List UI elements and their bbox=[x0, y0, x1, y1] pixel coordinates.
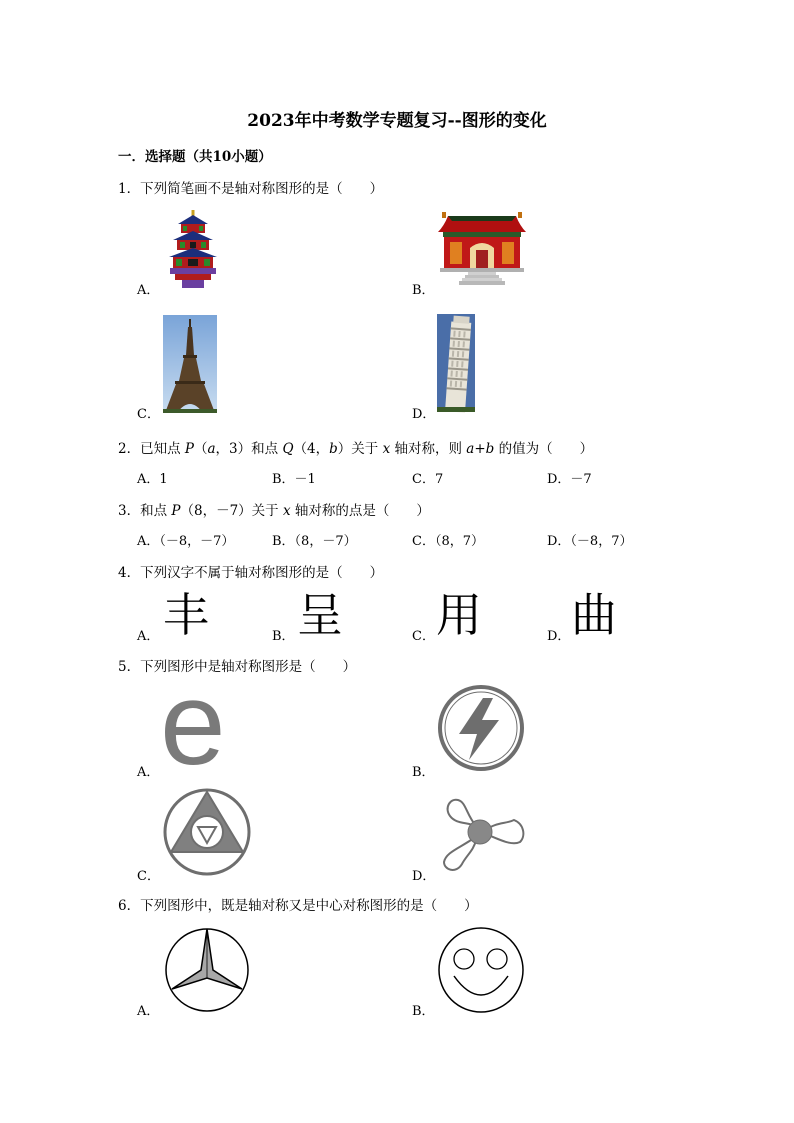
chinese-gate-image bbox=[438, 212, 526, 286]
leaning-tower-image bbox=[437, 314, 475, 412]
q5-option-b-label: B． bbox=[412, 765, 435, 780]
smiley-face-image bbox=[436, 926, 526, 1014]
q5-option-d-label: D． bbox=[412, 869, 436, 884]
q1-option-b-label: B． bbox=[412, 283, 435, 298]
q2-option-a: A．1 bbox=[137, 472, 168, 487]
question-5-stem: 5．下列图形中是轴对称图形是（ ） bbox=[118, 659, 357, 675]
fan-blades-image bbox=[436, 794, 526, 876]
q1-option-a-label: A． bbox=[137, 283, 160, 298]
q5-option-a-label: A． bbox=[137, 765, 160, 780]
eiffel-tower-image bbox=[163, 315, 217, 413]
q4-option-d-label: D． bbox=[547, 629, 571, 644]
q1-option-d-label: D． bbox=[412, 407, 436, 422]
q5-option-c-label: C． bbox=[137, 869, 160, 884]
q3-option-b: B．（8，－7） bbox=[272, 534, 357, 549]
section-heading: 一．选择题（共10小题） bbox=[118, 149, 272, 165]
question-4-stem: 4．下列汉字不属于轴对称图形的是（ ） bbox=[118, 565, 384, 581]
q4-character-yong: 用 bbox=[436, 588, 482, 642]
q4-character-cheng: 呈 bbox=[297, 588, 343, 642]
q2-option-d: D．－7 bbox=[547, 472, 592, 487]
q1-option-c-label: C． bbox=[137, 407, 160, 422]
q2-option-c: C．7 bbox=[412, 472, 444, 487]
q4-character-feng: 丰 bbox=[163, 588, 209, 642]
q3-option-c: C．（8，7） bbox=[412, 534, 484, 549]
q4-option-b-label: B． bbox=[272, 629, 295, 644]
question-3-stem: 3．和点 P（8，－7）关于 x 轴对称的点是（ ） bbox=[118, 503, 430, 519]
lightning-circle-image bbox=[437, 684, 525, 772]
q3-option-a: A．（－8，－7） bbox=[137, 534, 235, 549]
three-point-star-image bbox=[162, 926, 252, 1014]
q3-option-d: D．（－8，7） bbox=[547, 534, 633, 549]
triangle-in-circle-image bbox=[163, 788, 251, 876]
question-2-stem: 2．已知点 P（a，3）和点 Q（4，b）关于 x 轴对称，则 a+b 的值为（ ） bbox=[118, 441, 594, 457]
q4-option-c-label: C． bbox=[412, 629, 435, 644]
letter-e-logo: e bbox=[160, 658, 226, 790]
question-6-stem: 6．下列图形中，既是轴对称又是中心对称图形的是（ ） bbox=[118, 898, 478, 914]
page-title: 2023年中考数学专题复习--图形的变化 bbox=[247, 111, 547, 131]
q2-option-b: B．－1 bbox=[272, 472, 316, 487]
q6-option-a-label: A． bbox=[137, 1004, 160, 1019]
question-1-stem: 1．下列简笔画不是轴对称图形的是（ ） bbox=[118, 181, 384, 197]
q4-option-a-label: A． bbox=[137, 629, 160, 644]
temple-of-heaven-image bbox=[168, 210, 218, 288]
q6-option-b-label: B． bbox=[412, 1004, 435, 1019]
q4-character-qu: 曲 bbox=[571, 588, 617, 642]
